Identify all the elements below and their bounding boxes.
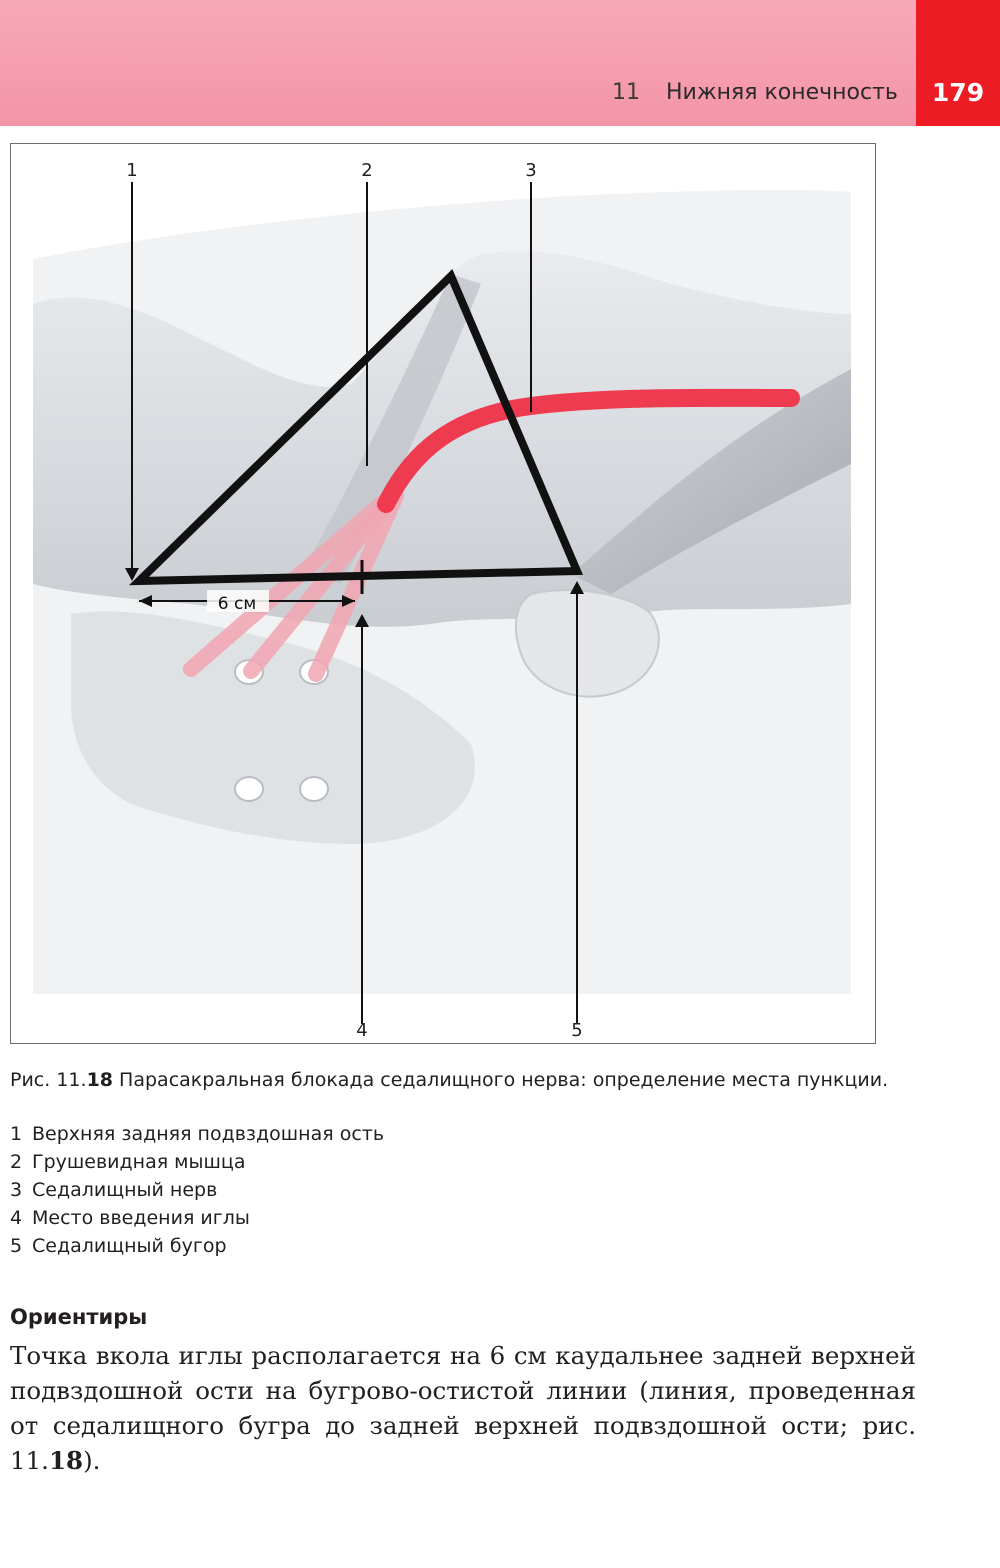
legend-item <box>10 1204 384 1232</box>
legend-label: Грушевидная мышца <box>32 1151 246 1173</box>
legend-item <box>10 1232 384 1260</box>
legend-label: Седалищный бугор <box>32 1235 227 1257</box>
callout-number-5: 5 <box>571 1020 583 1041</box>
page-number: 179 <box>931 78 985 107</box>
caption-text: Парасакральная блокада седалищного нерва: определение места пункции. <box>113 1069 889 1091</box>
legend-number: 2 <box>10 1151 23 1173</box>
figure-reference: 18 <box>48 1446 84 1475</box>
figure-caption <box>10 1066 900 1094</box>
distance-label: 6 см <box>217 594 257 614</box>
legend-number: 3 <box>10 1179 23 1201</box>
anatomy-figure <box>10 143 876 1044</box>
legend-label: Верхняя задняя подвздошная ость <box>32 1123 385 1145</box>
legend-number: 5 <box>10 1235 23 1257</box>
callout-number-4: 4 <box>356 1020 368 1041</box>
legend-number: 4 <box>10 1207 23 1229</box>
caption-number: 18 <box>86 1069 114 1091</box>
chapter-number: 11 <box>612 80 640 105</box>
section-heading: Ориентиры <box>10 1305 148 1329</box>
body-text: Точка вкола иглы располагается на 6 см каудальнее задней верхней подвздошной ости на бугрово-остистой линии (линия, проведенная от седалищного бугра до задней верхней подвздошной ости; рис. 11. <box>10 1341 916 1475</box>
legend-number: 1 <box>10 1123 23 1145</box>
legend-label: Место введения иглы <box>32 1207 250 1229</box>
legend-item <box>10 1120 384 1148</box>
body-paragraph <box>10 1338 916 1478</box>
pelvis-illustration <box>11 144 876 1044</box>
caption-prefix: Рис. 11. <box>10 1069 87 1091</box>
chapter-title: Нижняя конечность <box>666 80 898 105</box>
figure-legend <box>10 1120 384 1260</box>
legend-label: Седалищный нерв <box>32 1179 218 1201</box>
callout-number-1: 1 <box>126 160 138 181</box>
page-number-tab <box>916 0 1000 126</box>
legend-item <box>10 1176 384 1204</box>
callout-number-3: 3 <box>525 160 537 181</box>
callout-number-2: 2 <box>361 160 373 181</box>
legend-item <box>10 1148 384 1176</box>
chapter-header-band <box>0 0 916 126</box>
sacral-foramen <box>300 777 328 801</box>
body-text-end: ). <box>83 1446 101 1475</box>
sacral-foramen <box>235 777 263 801</box>
